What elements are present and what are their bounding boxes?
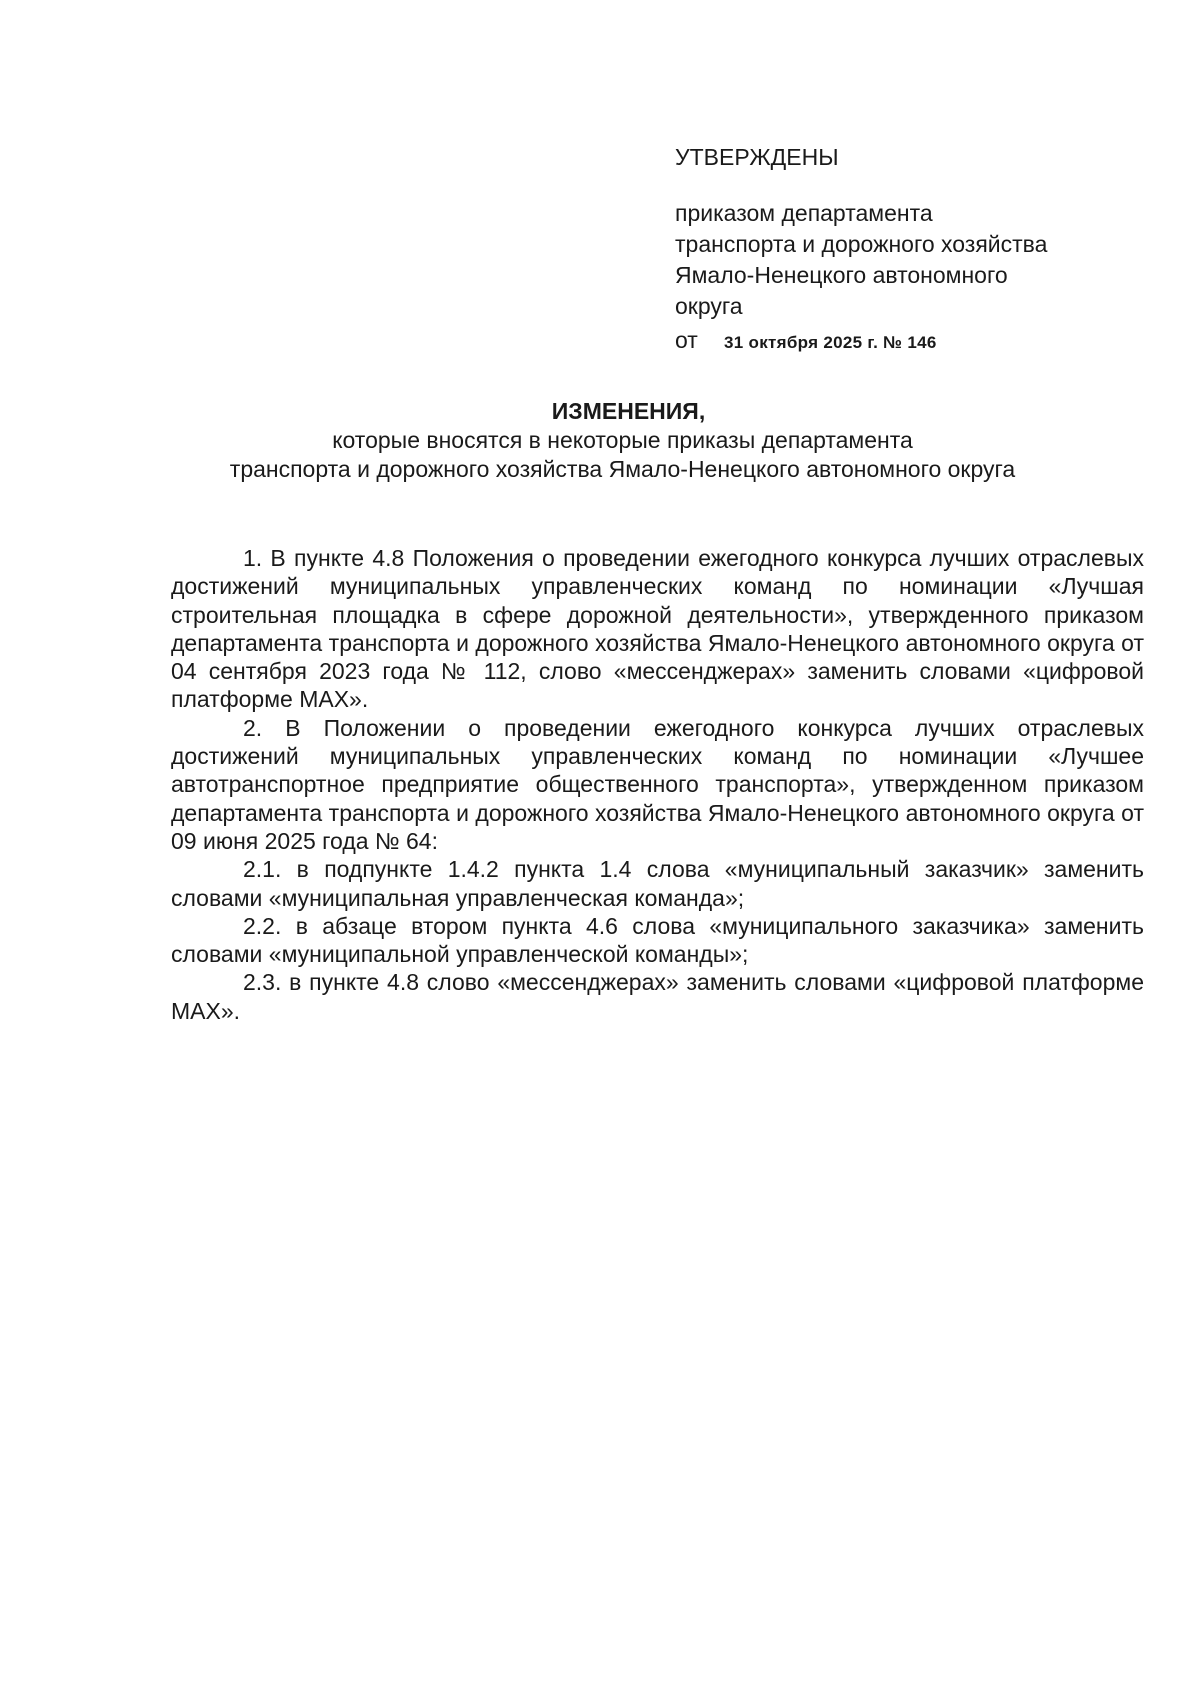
document-heading [150, 397, 1095, 484]
order-date-number: 31 октября 2025 г. № 146 [724, 333, 937, 352]
body-paragraph: 2.3. в пункте 4.8 слово «мессенджерах» заменить словами «цифровой платформе MAX». [171, 969, 1144, 1024]
body-paragraph: 2. В Положении о проведении ежегодного конкурса лучших отраслевых достижений муниципальных управленческих команд по номинации «Лучшее автотранспортное предприятие общественного транспорта», утвержденном приказом департамента транспорта и дорожного хозяйства Ямало-Ненецкого автономного округа от 09 июня 2025 года № 64: [171, 714, 1144, 854]
document-title: ИЗМЕНЕНИЯ, [551, 398, 706, 424]
approved-label: УТВЕРЖДЕНЫ [675, 144, 839, 170]
approval-stamp-block [675, 142, 1125, 358]
document-subtitle-line: которые вносятся в некоторые приказы департамента [332, 427, 913, 453]
issuer-line: округа [675, 293, 743, 319]
issuer-line: Ямало-Ненецкого автономного [675, 262, 1008, 288]
order-reference [675, 325, 1125, 358]
body-paragraph: 2.2. в абзаце втором пункта 4.6 слова «муниципального заказчика» заменить словами «муниципальной управленческой команды»; [171, 912, 1144, 968]
issuer-line: приказом департамента [675, 200, 933, 226]
document-body [171, 544, 1144, 1025]
issuer-line: транспорта и дорожного хозяйства [675, 231, 1048, 257]
document-subtitle-line: транспорта и дорожного хозяйства Ямало-Ненецкого автономного округа [229, 456, 1016, 482]
body-paragraph: 1. В пункте 4.8 Положения о проведении ежегодного конкурса лучших отраслевых достижений муниципальных управленческих команд по номинации «Лучшая строительная площадка в сфере дорожной деятельности», утвержденного приказом департамента транспорта и дорожного хозяйства Ямало-Ненецкого автономного округа от 04 сентября 2023 года № 112, слово «мессенджерах» заменить словами «цифровой платформе MAX». [171, 545, 1144, 713]
body-paragraph: 2.1. в подпункте 1.4.2 пункта 1.4 слова «муниципальный заказчик» заменить словами «муниципальная управленческая команда»; [171, 856, 1144, 911]
order-prefix: от [675, 327, 698, 353]
